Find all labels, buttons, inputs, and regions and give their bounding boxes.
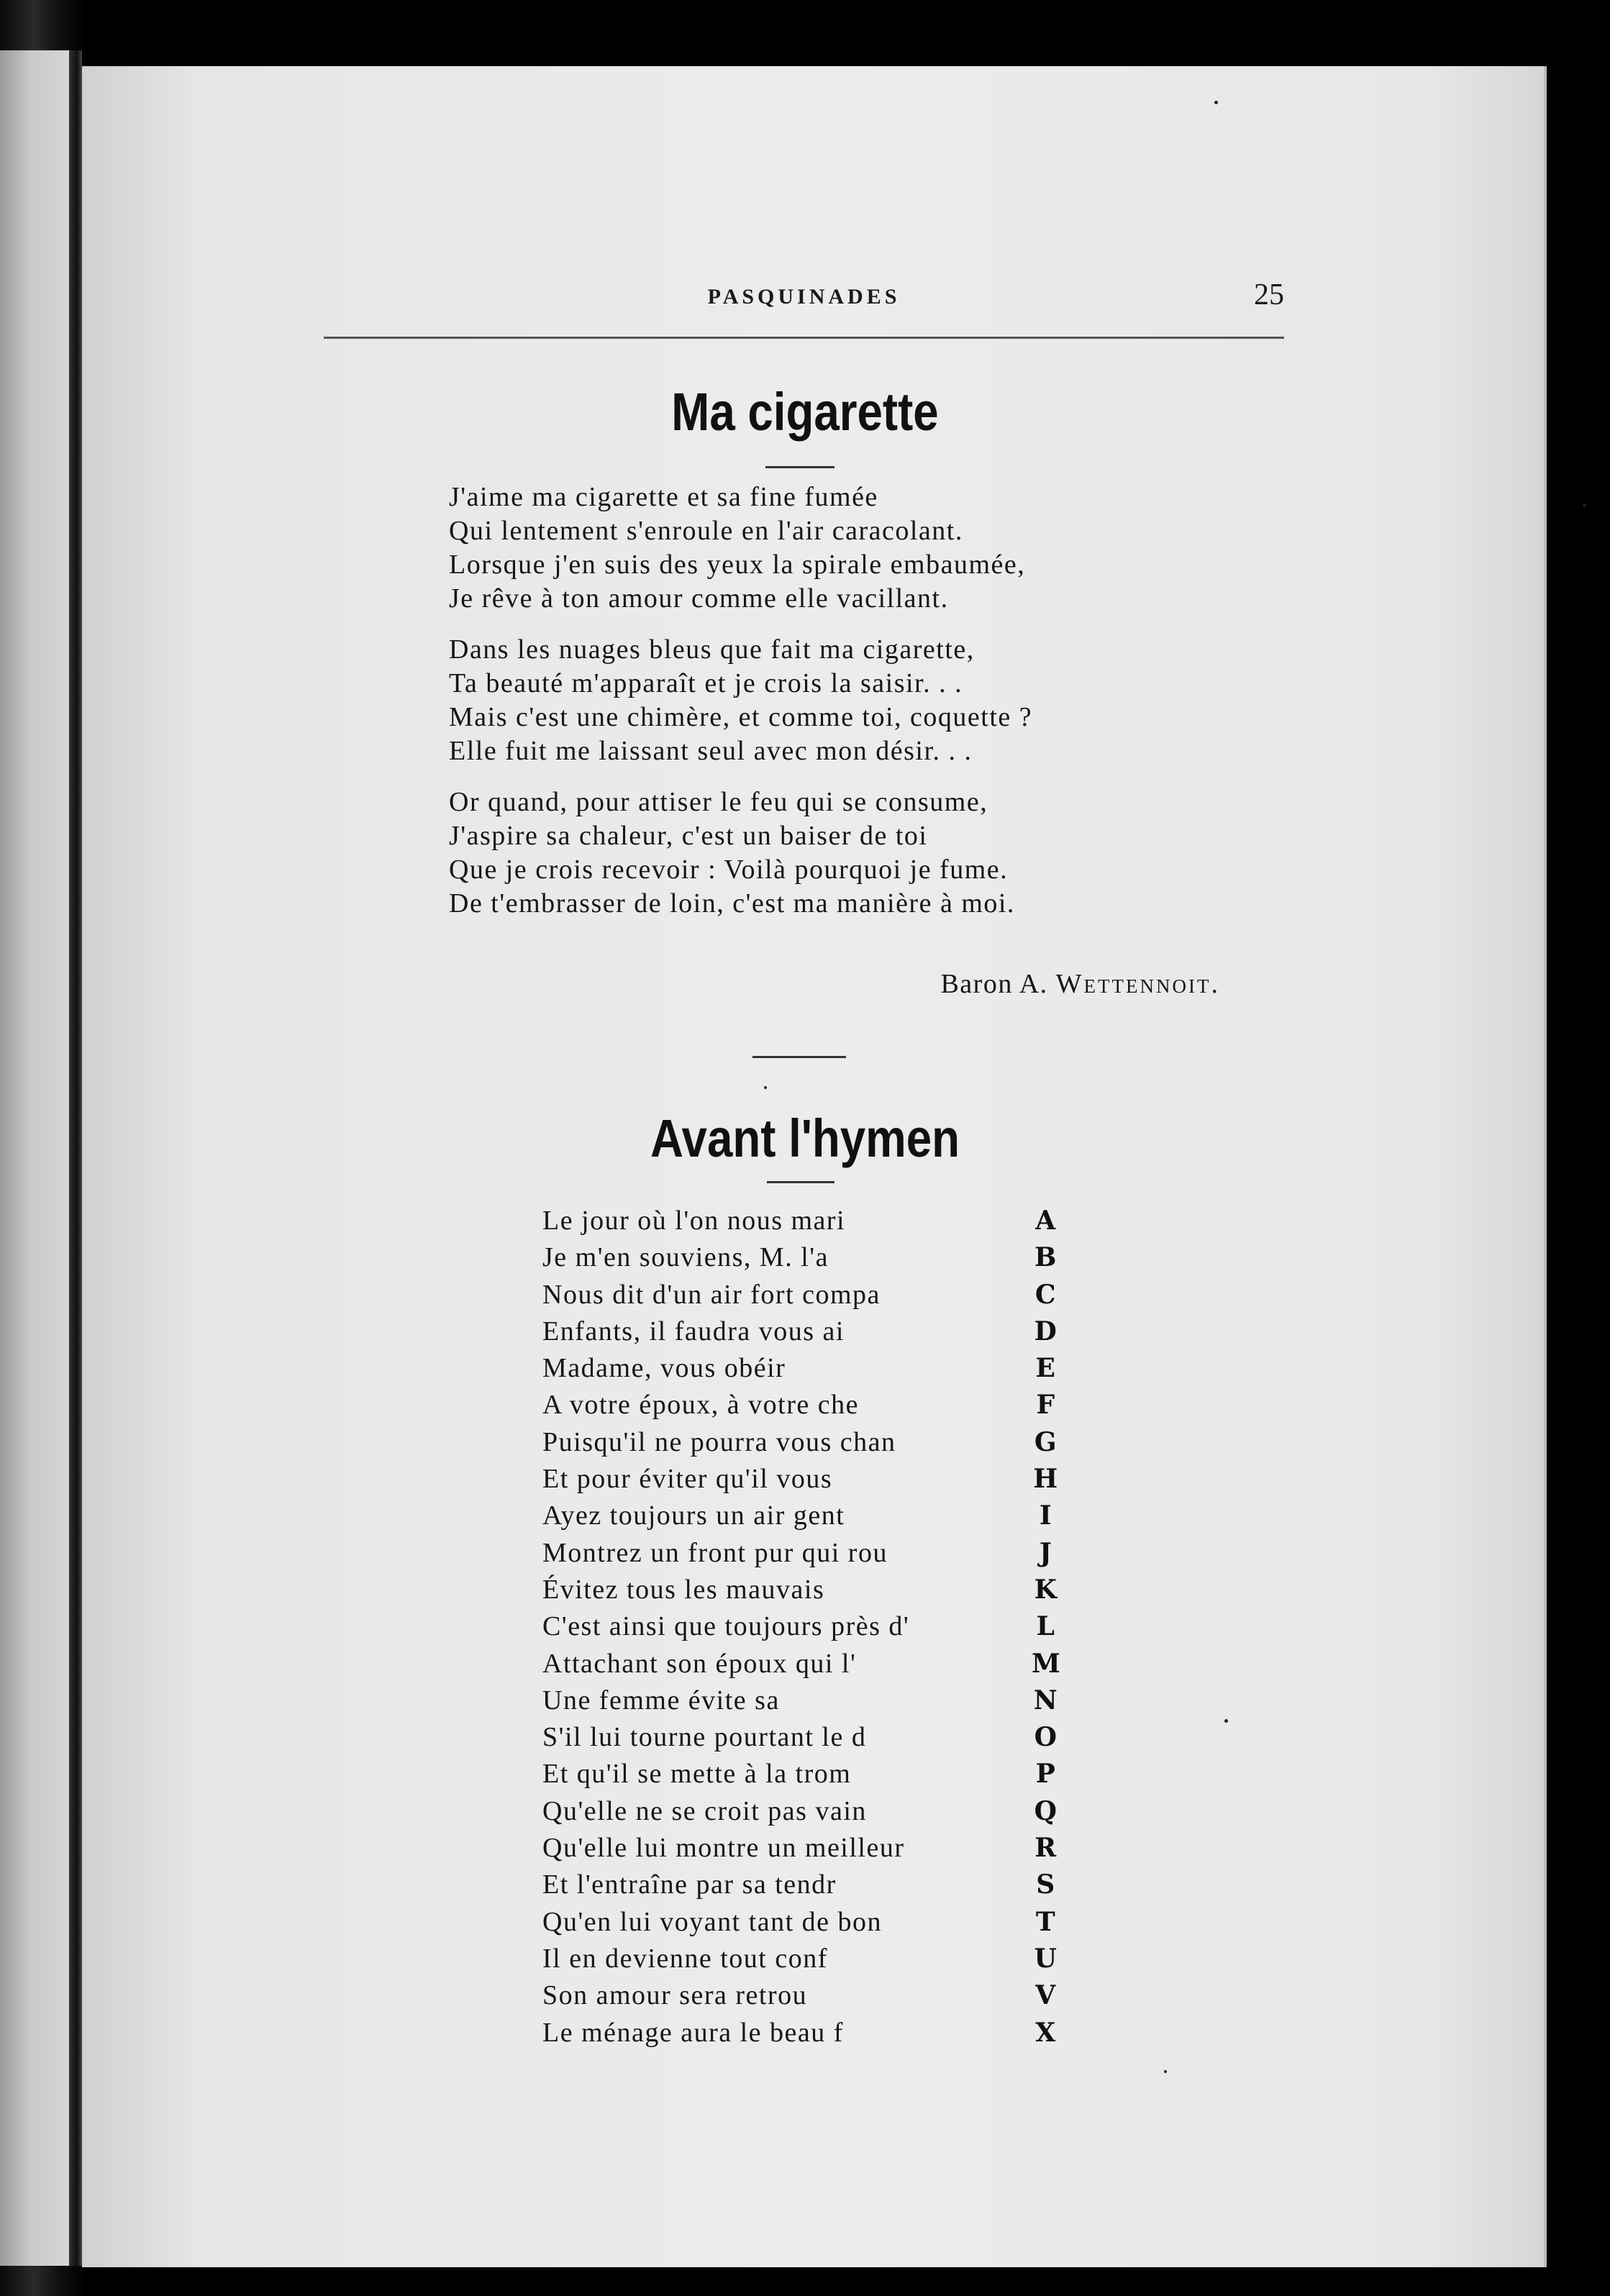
list-item (542, 1719, 1060, 1756)
acrostic-letter: K (1034, 1574, 1058, 1605)
acrostic-letter: J (1039, 1537, 1053, 1568)
verse-line: Et qu'il se mette à la trom (542, 1759, 852, 1790)
paper-speck (1583, 504, 1586, 507)
paper-speck (1164, 2070, 1167, 2073)
verse-line: Que je crois recevoir : Voilà pourquoi je fume. (449, 855, 1009, 885)
acrostic-letter: V (1035, 1980, 1057, 2011)
acrostic-letter: R (1034, 1833, 1058, 1864)
signature-name: Wettennoit. (1055, 969, 1220, 999)
verse-line: Qui lentement s'enroule en l'air caracolant. (449, 516, 963, 546)
list-item (542, 1277, 1060, 1313)
list-item (542, 1830, 1060, 1867)
list-item (542, 1793, 1060, 1830)
verse-line: Je m'en souviens, M. l'a (542, 1242, 829, 1273)
section-divider (752, 1056, 846, 1058)
verse-line: Lorsque j'en suis des yeux la spirale embaumée, (449, 550, 1026, 580)
verse-line: J'aime ma cigarette et sa fine fumée (449, 482, 878, 512)
list-item (542, 2015, 1060, 2051)
paper-speck (1224, 1719, 1228, 1723)
acrostic-letter: X (1035, 2017, 1057, 2048)
acrostic-letter: T (1035, 1906, 1057, 1937)
acrostic-letter: O (1034, 1722, 1058, 1753)
list-item (542, 1867, 1060, 1903)
list-item (542, 1203, 1060, 1239)
list-item (542, 1904, 1060, 1941)
binding-shadow (69, 50, 82, 2266)
title-underline (765, 466, 834, 468)
acrostic-letter: S (1036, 1869, 1056, 1900)
running-title: PASQUINADES (707, 285, 901, 309)
poem-title: Avant l'hymen (650, 1108, 960, 1168)
verse-line: Madame, vous obéir (542, 1353, 786, 1384)
list-item (542, 1535, 1060, 1572)
verse-line: S'il lui tourne pourtant le d (542, 1722, 867, 1753)
verse-line: J'aspire sa chaleur, c'est un baiser de toi (449, 821, 928, 851)
verse-line: Or quand, pour attiser le feu qui se consume, (449, 787, 988, 817)
verse-line: Son amour sera retrou (542, 1980, 808, 2011)
list-item (542, 1682, 1060, 1719)
verse-line: Attachant son époux qui l' (542, 1648, 857, 1679)
acrostic-letter: F (1036, 1390, 1056, 1421)
acrostic-letter: E (1035, 1353, 1057, 1384)
acrostic-poem (542, 1203, 1060, 2051)
list-item (542, 1646, 1060, 1682)
list-item (542, 1313, 1060, 1350)
acrostic-letter: U (1034, 1943, 1058, 1974)
title-underline (767, 1181, 834, 1183)
list-item (542, 1756, 1060, 1792)
verse-line: Dans les nuages bleus que fait ma cigarette, (449, 634, 975, 665)
acrostic-letter: C (1034, 1279, 1058, 1310)
list-item (542, 1572, 1060, 1608)
acrostic-letter: M (1032, 1648, 1062, 1679)
verse-line: De t'embrasser de loin, c'est ma manière à moi. (449, 888, 1015, 919)
list-item (542, 1498, 1060, 1534)
verse-line: Nous dit d'un air fort compa (542, 1279, 881, 1310)
list-item (542, 1941, 1060, 1977)
acrostic-letter: I (1039, 1500, 1053, 1531)
stanza (449, 785, 1032, 921)
verse-line: Évitez tous les mauvais (542, 1574, 825, 1605)
acrostic-letter: N (1033, 1685, 1059, 1716)
list-item (542, 1350, 1060, 1387)
verse-line: Montrez un front pur qui rou (542, 1537, 888, 1568)
header-rule (324, 337, 1284, 339)
verse-line: Et l'entraîne par sa tendr (542, 1869, 837, 1900)
acrostic-letter: D (1034, 1316, 1058, 1347)
list-item (542, 1608, 1060, 1645)
verse-line: Une femme évite sa (542, 1685, 780, 1716)
acrostic-letter: L (1036, 1611, 1056, 1642)
page-header (324, 278, 1284, 338)
verse-line: Elle fuit me laissant seul avec mon désir. . . (449, 736, 973, 766)
signature-prefix: Baron A. (940, 969, 1048, 999)
acrostic-letter: A (1035, 1206, 1057, 1236)
page-number: 25 (1254, 278, 1284, 311)
acrostic-letter: P (1035, 1759, 1057, 1790)
verse-line: Et pour éviter qu'il vous (542, 1464, 833, 1495)
acrostic-letter: B (1034, 1242, 1058, 1273)
list-item (542, 1977, 1060, 2014)
stanza (449, 633, 1032, 768)
poem-title: Ma cigarette (671, 382, 939, 442)
stanza (449, 480, 1032, 616)
verse-line: Je rêve à ton amour comme elle vacillant. (449, 583, 949, 614)
verse-line: Le ménage aura le beau f (542, 2017, 844, 2048)
paper-speck (1214, 101, 1218, 104)
verse-line: Ayez toujours un air gent (542, 1500, 845, 1531)
verse-line: Ta beauté m'apparaît et je crois la saisir. . . (449, 668, 963, 698)
facing-page-edge (0, 50, 75, 2266)
list-item (542, 1387, 1060, 1423)
verse-line: Enfants, il faudra vous ai (542, 1316, 845, 1347)
verse-line: Mais c'est une chimère, et comme toi, coquette ? (449, 702, 1033, 732)
acrostic-letter: Q (1034, 1795, 1058, 1826)
verse-line: A votre époux, à votre che (542, 1390, 859, 1421)
verse-line: Il en devienne tout conf (542, 1943, 828, 1974)
list-item (542, 1461, 1060, 1498)
verse-line: Qu'en lui voyant tant de bon (542, 1906, 883, 1937)
acrostic-letter: H (1033, 1464, 1059, 1495)
verse-line: Qu'elle ne se croit pas vain (542, 1795, 867, 1826)
author-signature (0, 968, 1220, 1000)
verse-line: Qu'elle lui montre un meilleur (542, 1833, 905, 1864)
list-item (542, 1424, 1060, 1461)
verse-line: Puisqu'il ne pourra vous chan (542, 1426, 896, 1457)
verse-line: Le jour où l'on nous mari (542, 1206, 846, 1236)
verse-line: C'est ainsi que toujours près d' (542, 1611, 910, 1642)
acrostic-letter: G (1034, 1426, 1058, 1457)
list-item (542, 1239, 1060, 1276)
poem-body (449, 480, 1032, 938)
paper-speck (764, 1086, 767, 1089)
